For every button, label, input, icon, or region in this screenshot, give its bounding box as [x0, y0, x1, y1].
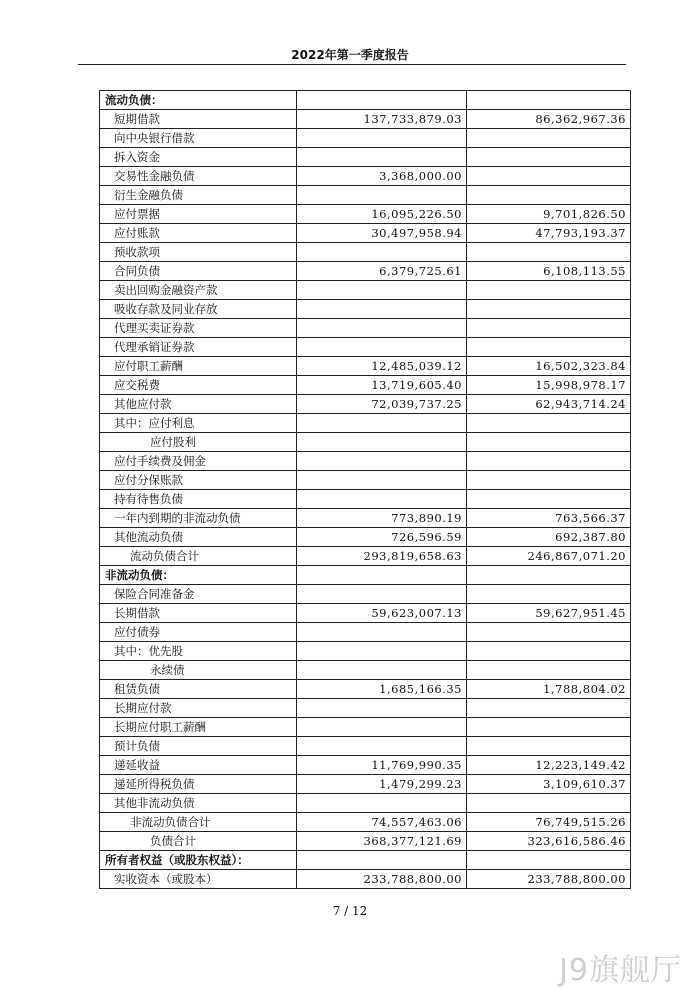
prior-year-end-value: 3,109,610.37: [467, 775, 631, 794]
table-row: [100, 528, 631, 547]
period-end-value: 16,095,226.50: [297, 205, 467, 224]
row-label: 负债合计: [100, 832, 297, 851]
period-end-value: 30,497,958.94: [297, 224, 467, 243]
row-label: 持有待售负债: [100, 490, 297, 509]
row-label: 预收款项: [100, 243, 297, 262]
row-label: 代理承销证券款: [100, 338, 297, 357]
row-label: 应付手续费及佣金: [100, 452, 297, 471]
period-end-value: [297, 490, 467, 509]
table-row: [100, 395, 631, 414]
report-title: 2022年第一季度报告: [291, 48, 409, 62]
table-row: [100, 338, 631, 357]
period-end-value: [297, 566, 467, 585]
prior-year-end-value: 763,566.37: [467, 509, 631, 528]
prior-year-end-value: [467, 167, 631, 186]
table-row: [100, 224, 631, 243]
prior-year-end-value: [467, 699, 631, 718]
table-row: [100, 91, 631, 110]
table-row: [100, 547, 631, 566]
table-row: [100, 129, 631, 148]
row-label: 交易性金融负债: [100, 167, 297, 186]
prior-year-end-value: [467, 338, 631, 357]
table-row: [100, 452, 631, 471]
row-label: 短期借款: [100, 110, 297, 129]
row-label: 非流动负债合计: [100, 813, 297, 832]
table-row: [100, 186, 631, 205]
period-end-value: [297, 452, 467, 471]
table-row: [100, 300, 631, 319]
table-row: [100, 661, 631, 680]
prior-year-end-value: [467, 490, 631, 509]
period-end-value: [297, 699, 467, 718]
prior-year-end-value: [467, 851, 631, 870]
row-label: 递延所得税负债: [100, 775, 297, 794]
period-end-value: [297, 585, 467, 604]
prior-year-end-value: 59,627,951.45: [467, 604, 631, 623]
table-row: [100, 585, 631, 604]
period-end-value: 74,557,463.06: [297, 813, 467, 832]
prior-year-end-value: [467, 243, 631, 262]
row-label: 一年内到期的非流动负债: [100, 509, 297, 528]
period-end-value: 12,485,039.12: [297, 357, 467, 376]
period-end-value: 3,368,000.00: [297, 167, 467, 186]
row-label: 长期应付款: [100, 699, 297, 718]
prior-year-end-value: [467, 661, 631, 680]
period-end-value: [297, 851, 467, 870]
header-divider: [78, 64, 626, 65]
prior-year-end-value: [467, 566, 631, 585]
period-end-value: [297, 718, 467, 737]
row-label: 向中央银行借款: [100, 129, 297, 148]
table-row: [100, 718, 631, 737]
prior-year-end-value: [467, 452, 631, 471]
period-end-value: 137,733,879.03: [297, 110, 467, 129]
row-label: 应付股利: [100, 433, 297, 452]
row-label: 保险合同准备金: [100, 585, 297, 604]
prior-year-end-value: 6,108,113.55: [467, 262, 631, 281]
table-row: [100, 281, 631, 300]
row-label: 应付账款: [100, 224, 297, 243]
table-row: [100, 471, 631, 490]
period-end-value: 726,596.59: [297, 528, 467, 547]
prior-year-end-value: [467, 718, 631, 737]
prior-year-end-value: 62,943,714.24: [467, 395, 631, 414]
period-end-value: [297, 661, 467, 680]
prior-year-end-value: [467, 414, 631, 433]
table-row: [100, 262, 631, 281]
row-label: 应付债券: [100, 623, 297, 642]
period-end-value: [297, 471, 467, 490]
table-row: [100, 357, 631, 376]
prior-year-end-value: 12,223,149.42: [467, 756, 631, 775]
balance-sheet-body: [100, 91, 631, 889]
period-end-value: 1,685,166.35: [297, 680, 467, 699]
table-row: [100, 566, 631, 585]
row-label: 应交税费: [100, 376, 297, 395]
watermark-logo: J9旗舰厅: [559, 953, 682, 988]
prior-year-end-value: 1,788,804.02: [467, 680, 631, 699]
period-end-value: [297, 300, 467, 319]
prior-year-end-value: [467, 281, 631, 300]
prior-year-end-value: [467, 623, 631, 642]
period-end-value: [297, 623, 467, 642]
prior-year-end-value: [467, 585, 631, 604]
period-end-value: [297, 642, 467, 661]
period-end-value: 1,479,299.23: [297, 775, 467, 794]
row-label: 拆入资金: [100, 148, 297, 167]
row-label: 其中：优先股: [100, 642, 297, 661]
prior-year-end-value: 246,867,071.20: [467, 547, 631, 566]
period-end-value: 773,890.19: [297, 509, 467, 528]
period-end-value: [297, 737, 467, 756]
row-label: 合同负债: [100, 262, 297, 281]
table-row: [100, 642, 631, 661]
row-label: 流动负债合计: [100, 547, 297, 566]
row-label: 实收资本（或股本）: [100, 870, 297, 889]
table-row: [100, 794, 631, 813]
table-row: [100, 737, 631, 756]
prior-year-end-value: [467, 300, 631, 319]
period-end-value: [297, 186, 467, 205]
row-label: 长期借款: [100, 604, 297, 623]
period-end-value: 59,623,007.13: [297, 604, 467, 623]
row-label: 代理买卖证券款: [100, 319, 297, 338]
prior-year-end-value: 16,502,323.84: [467, 357, 631, 376]
period-end-value: [297, 281, 467, 300]
prior-year-end-value: [467, 91, 631, 110]
table-row: [100, 604, 631, 623]
period-end-value: 233,788,800.00: [297, 870, 467, 889]
period-end-value: [297, 129, 467, 148]
period-end-value: 293,819,658.63: [297, 547, 467, 566]
row-label: 其他非流动负债: [100, 794, 297, 813]
prior-year-end-value: 47,793,193.37: [467, 224, 631, 243]
period-end-value: [297, 91, 467, 110]
period-end-value: [297, 414, 467, 433]
prior-year-end-value: [467, 148, 631, 167]
row-label: 应付票据: [100, 205, 297, 224]
prior-year-end-value: 9,701,826.50: [467, 205, 631, 224]
prior-year-end-value: 76,749,515.26: [467, 813, 631, 832]
period-end-value: [297, 148, 467, 167]
row-label: 递延收益: [100, 756, 297, 775]
table-row: [100, 243, 631, 262]
table-row: [100, 509, 631, 528]
period-end-value: [297, 433, 467, 452]
row-label: 长期应付职工薪酬: [100, 718, 297, 737]
row-label: 应付分保账款: [100, 471, 297, 490]
table-row: [100, 851, 631, 870]
prior-year-end-value: 323,616,586.46: [467, 832, 631, 851]
balance-sheet-table: [99, 90, 631, 889]
table-row: [100, 775, 631, 794]
table-row: [100, 433, 631, 452]
period-end-value: [297, 319, 467, 338]
period-end-value: 13,719,605.40: [297, 376, 467, 395]
row-label: 流动负债：: [100, 91, 297, 110]
prior-year-end-value: 15,998,978.17: [467, 376, 631, 395]
prior-year-end-value: [467, 642, 631, 661]
period-end-value: [297, 243, 467, 262]
table-row: [100, 699, 631, 718]
table-row: [100, 813, 631, 832]
period-end-value: [297, 338, 467, 357]
prior-year-end-value: [467, 186, 631, 205]
row-label: 衍生金融负债: [100, 186, 297, 205]
prior-year-end-value: [467, 129, 631, 148]
row-label: 其他应付款: [100, 395, 297, 414]
period-end-value: 11,769,990.35: [297, 756, 467, 775]
table-row: [100, 148, 631, 167]
row-label: 永续债: [100, 661, 297, 680]
table-row: [100, 756, 631, 775]
period-end-value: 6,379,725.61: [297, 262, 467, 281]
table-row: [100, 623, 631, 642]
table-row: [100, 167, 631, 186]
table-row: [100, 680, 631, 699]
prior-year-end-value: 86,362,967.36: [467, 110, 631, 129]
table-row: [100, 319, 631, 338]
table-row: [100, 414, 631, 433]
prior-year-end-value: [467, 319, 631, 338]
table-row: [100, 490, 631, 509]
prior-year-end-value: [467, 737, 631, 756]
table-row: [100, 832, 631, 851]
prior-year-end-value: [467, 433, 631, 452]
prior-year-end-value: [467, 794, 631, 813]
prior-year-end-value: 692,387.80: [467, 528, 631, 547]
table-row: [100, 205, 631, 224]
row-label: 租赁负债: [100, 680, 297, 699]
row-label: 卖出回购金融资产款: [100, 281, 297, 300]
row-label: 吸收存款及同业存放: [100, 300, 297, 319]
prior-year-end-value: [467, 471, 631, 490]
row-label: 其中：应付利息: [100, 414, 297, 433]
page-number: 7 / 12: [332, 904, 368, 918]
row-label: 预计负债: [100, 737, 297, 756]
table-row: [100, 376, 631, 395]
period-end-value: 368,377,121.69: [297, 832, 467, 851]
row-label: 所有者权益（或股东权益）：: [100, 851, 297, 870]
prior-year-end-value: 233,788,800.00: [467, 870, 631, 889]
table-row: [100, 110, 631, 129]
table-row: [100, 870, 631, 889]
row-label: 应付职工薪酬: [100, 357, 297, 376]
period-end-value: [297, 794, 467, 813]
period-end-value: 72,039,737.25: [297, 395, 467, 414]
row-label: 非流动负债：: [100, 566, 297, 585]
row-label: 其他流动负债: [100, 528, 297, 547]
